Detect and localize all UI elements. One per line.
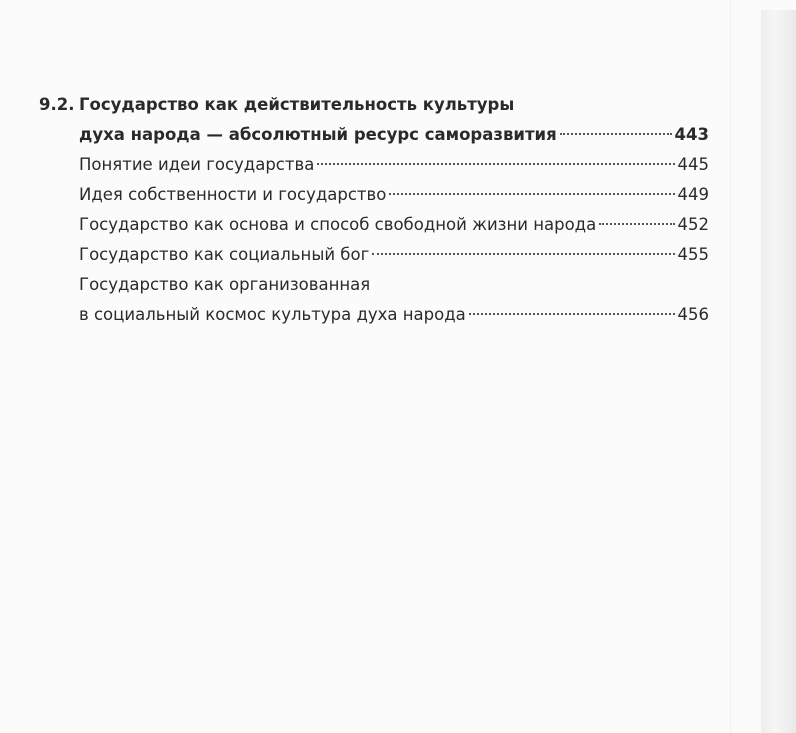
dot-leader [372, 253, 674, 255]
dot-leader [469, 313, 675, 315]
entry-title: Идея собственности и государство [79, 185, 387, 204]
entry-title: Понятие идеи государства [79, 155, 315, 174]
entry-title: Государство как социальный бог [79, 245, 370, 264]
chapter-page-number: 443 [674, 125, 709, 144]
dot-leader [599, 223, 674, 225]
entry-page-number: 445 [677, 155, 709, 174]
book-spine-edge [761, 10, 796, 733]
toc-chapter-heading-line2 [39, 120, 709, 150]
toc-entry [39, 210, 709, 240]
entry-page-number: 452 [677, 215, 709, 234]
dot-leader [389, 193, 674, 195]
entry-title-line1: Государство как организованная [79, 275, 371, 294]
entry-page-number: 455 [677, 245, 709, 264]
toc-entry-line2 [39, 300, 709, 330]
toc-entry [39, 180, 709, 210]
entry-page-number: 449 [677, 185, 709, 204]
dot-leader [560, 133, 672, 135]
dot-leader [317, 163, 674, 165]
chapter-number: 9.2. [39, 95, 75, 114]
chapter-title-line2: духа народа — абсолютный ресурс саморазвития [79, 125, 557, 144]
table-of-contents [39, 90, 709, 330]
toc-entry [39, 240, 709, 270]
toc-entry [39, 150, 709, 180]
toc-chapter-heading-line1 [39, 90, 709, 120]
entry-title-line2: в социальный космос культура духа народа [79, 305, 466, 324]
entry-title: Государство как основа и способ свободной жизни народа [79, 215, 597, 234]
toc-entry-line1 [39, 270, 709, 300]
entry-page-number: 456 [677, 305, 709, 324]
chapter-title-line1: Государство как действительность культуры [79, 95, 515, 114]
page-fold-line [730, 0, 731, 733]
